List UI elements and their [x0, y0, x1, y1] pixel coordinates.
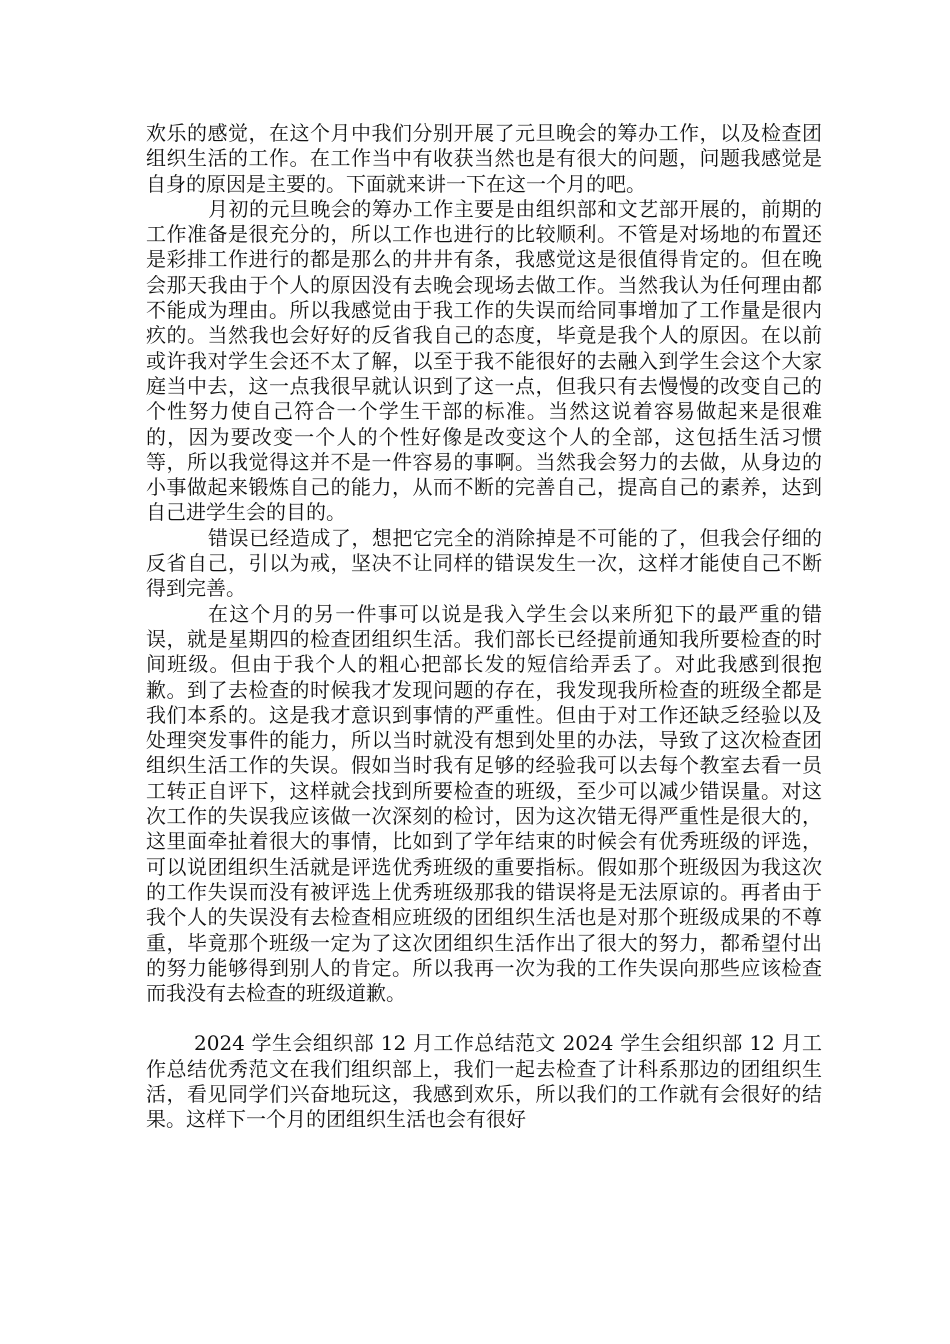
paragraph-new-year-gala: 月初的元旦晚会的筹办工作主要是由组织部和文艺部开展的，前期的工作准备是很充分的，所以工作也进行的比较顺利。不管是对场地的布置还是彩排工作进行的都是那么的井井有条，我感觉这是很值得肯定的。但在晚会那天我由于个人的原因没有去晚会现场去做工作。当然我认为任何理由都不能成为理由。所以我感觉由于我工作的失误而给同事增加了工作量是很内疚的。当然我也会好好的反省我自己的态度，毕竟是我个人的原因。在以前或许我对学生会还不太了解，以至于我不能很好的去融入到学生会这个大家庭当中去，这一点我很早就认识到了这一点，但我只有去慢慢的改变自己的个性努力使自己符合一个学生干部的标准。当然这说着容易做起来是很难的，因为要改变一个人的个性好像是改变这个人的全部，这包括生活习惯等，所以我觉得这并不是一件容易的事啊。当然我会努力的去做，从身边的小事做起来锻炼自己的能力，从而不断的完善自己，提高自己的素养，达到自己进学生会的目的。: [146, 196, 822, 525]
paragraph-inspection-mistake: 在这个月的另一件事可以说是我入学生会以来所犯下的最严重的错误，就是星期四的检查团组织生活。我们部长已经提前通知我所要检查的时间班级。但由于我个人的粗心把部长发的短信给弄丢了。对此我感到很抱歉。到了去检查的时候我才发现问题的存在，我发现我所检查的班级全都是我们本系的。这是我才意识到事情的严重性。但由于对工作还缺乏经验以及处理突发事件的能力，所以当时就没有想到处里的办法，导致了这次检查团组织生活工作的失误。假如当时我有足够的经验我可以去每个教室去看一员工转正自评下，这样就会找到所要检查的班级，至少可以减少错误量。对这次工作的失误我应该做一次深刻的检讨，因为这次错无得严重性是很大的，这里面牵扯着很大的事情，比如到了学年结束的时候会有优秀班级的评选，可以说团组织生活就是评选优秀班级的重要指标。假如那个班级因为我这次的工作失误而没有被评选上优秀班级那我的错误将是无法原谅的。再者由于我个人的失误没有去检查相应班级的团组织生活也是对那个班级成果的不尊重，毕竟那个班级一定为了这次团组织生活作出了很大的努力，都希望付出的努力能够得到别人的肯定。所以我再一次为我的工作失误向那些应该检查而我没有去检查的班级道歉。: [146, 601, 822, 1006]
paragraph-opening: 欢乐的感觉，在这个月中我们分别开展了元旦晚会的筹办工作，以及检查团组织生活的工作。在工作当中有收获当然也是有很大的问题，问题我感觉是自身的原因是主要的。下面就来讲一下在这一个月的吧。: [146, 121, 822, 196]
paragraph-gap: [146, 1006, 822, 1031]
document-body: [146, 121, 822, 1133]
paragraph-reflection: 错误已经造成了，想把它完全的消除掉是不可能的了，但我会仔细的反省自己，引以为戒，坚决不让同样的错误发生一次，这样才能使自己不断得到完善。: [146, 525, 822, 601]
paragraph-summary-title: 2024 学生会组织部 12 月工作总结范文 2024 学生会组织部 12 月工作总结优秀范文在我们组织部上，我们一起去检查了计科系那边的团组织生活，看见同学们兴奋地玩这，我感到欢乐，所以我们的工作就有会很好的结果。这样下一个月的团组织生活也会有很好: [146, 1031, 822, 1132]
